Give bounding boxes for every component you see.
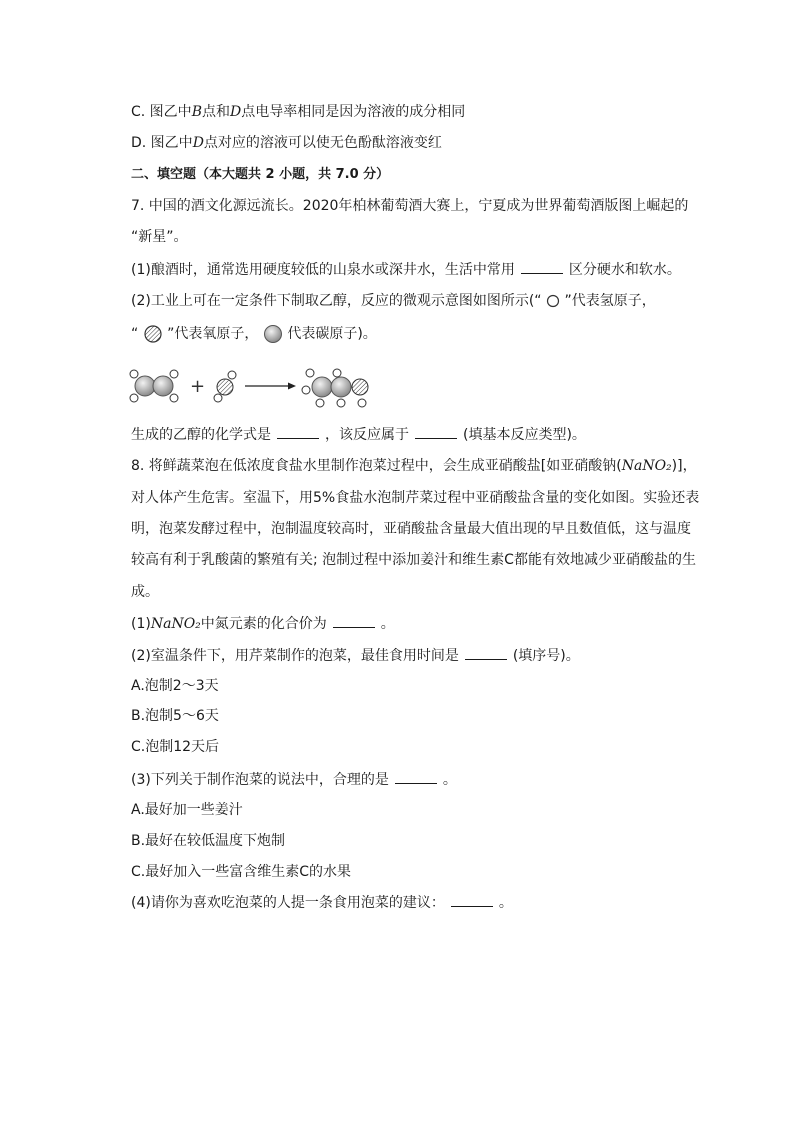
q8-part3-option-a: A.最好加一些姜汁 (131, 802, 243, 818)
section-heading: 二、填空题（本大题共 2 小题，共 7.0 分） (131, 167, 390, 182)
option-d-prefix: D. 图乙中 (131, 135, 193, 151)
q7-part3 (131, 424, 586, 445)
q7-part2-oxygen-text: ”代表氧原子， (167, 326, 259, 342)
q7-part2-line2 (131, 324, 377, 344)
q8-part1-num: (1) (131, 616, 151, 632)
q7-part3-suffix: (填基本反应类型)。 (463, 427, 586, 443)
quote-open: “ (131, 326, 139, 342)
q8-part3-option-c: C.最好加入一些富含维生素C的水果 (131, 864, 352, 880)
q8-part3-option-b: B.最好在较低温度下炮制 (131, 833, 286, 849)
q8-part4-text: (4)请你为喜欢吃泡菜的人提一条食用泡菜的建议： (131, 895, 445, 911)
option-d-suffix: 点对应的溶液可以使无色酚酞溶液变红 (203, 135, 442, 151)
option-c-mid: 点和 (201, 104, 230, 120)
q8-part2-option-a: A.泡制2～3天 (131, 678, 219, 694)
q8-part1 (131, 613, 395, 634)
answer-blank[interactable] (465, 645, 507, 660)
q8-stem-line3: 明，泡菜发酵过程中，泡制温度较高时，亚硝酸盐含量最大值出现的早且数值低，这与温度 (131, 521, 691, 537)
oxygen-atom-icon (143, 324, 163, 344)
q8-part3-end: 。 (442, 772, 457, 788)
answer-blank[interactable] (521, 259, 563, 274)
water-molecule (214, 371, 236, 402)
q7-part3-mid: ，该反应属于 (325, 427, 409, 443)
q7-part2-text: (2)工业上可在一定条件下制取乙醇，反应的微观示意图如图所示(“ (131, 293, 542, 309)
answer-blank[interactable] (277, 424, 319, 439)
answer-blank[interactable] (415, 424, 457, 439)
reaction-diagram (128, 366, 388, 414)
carbon-atom-icon (263, 324, 283, 344)
q7-stem-line2: “新星”。 (131, 229, 188, 245)
q8-stem-line1 (131, 456, 697, 476)
q8-part1-text: 中氮元素的化合价为 (200, 616, 327, 632)
answer-blank[interactable] (451, 892, 493, 907)
q8-part2-option-c: C.泡制12天后 (131, 739, 220, 755)
q8-part3 (131, 769, 457, 790)
q8-part2-suffix: (填序号)。 (512, 648, 580, 664)
q8-stem-suffix: )]， (671, 458, 697, 474)
q7-stem-line1: 7. 中国的酒文化源远流长。2020年柏林葡萄酒大赛上，宁夏成为世界葡萄酒版图上崛起的 (131, 198, 689, 214)
q7-part2-line1 (131, 291, 656, 311)
q7-part2-carbon-text: 代表碳原子)。 (287, 326, 377, 342)
option-d (131, 133, 442, 153)
point-d-label: D (229, 104, 242, 120)
q8-part2-text: (2)室温条件下，用芹菜制作的泡菜，最佳食用时间是 (131, 648, 459, 664)
q7-part2-text-b: ”代表氢原子， (564, 293, 656, 309)
q8-part2-option-b: B.泡制5～6天 (131, 708, 219, 724)
point-d-label: D (192, 135, 204, 151)
plus-sign: + (190, 376, 206, 397)
option-c-prefix: C. 图乙中 (131, 104, 192, 120)
q7-part1 (131, 259, 681, 280)
answer-blank[interactable] (395, 769, 437, 784)
q8-part4 (131, 892, 513, 913)
q8-stem-line5: 成。 (131, 584, 159, 600)
option-c-suffix: 点电导率相同是因为溶液的成分相同 (241, 104, 466, 120)
q7-part1-suffix: 区分硬水和软水。 (568, 262, 681, 278)
answer-blank[interactable] (333, 613, 375, 628)
reaction-arrow-icon (245, 383, 296, 390)
q8-part4-end: 。 (498, 895, 513, 911)
formula-nano2: NaNO₂ (150, 616, 201, 632)
q8-part2 (131, 645, 580, 666)
q8-part3-text: (3)下列关于制作泡菜的说法中，合理的是 (131, 772, 389, 788)
ethanol-molecule (302, 369, 368, 407)
q8-part1-end: 。 (380, 616, 395, 632)
option-c (131, 102, 465, 122)
formula-nano2: NaNO₂ (621, 458, 672, 474)
q8-stem-text: 8. 将鲜蔬菜泡在低浓度食盐水里制作泡菜过程中，会生成亚硝酸盐[如亚硝酸钠( (131, 458, 622, 474)
q7-part3-text: 生成的乙醇的化学式是 (131, 427, 271, 443)
ethylene-molecule (130, 370, 178, 402)
q8-stem-line2: 对人体产生危害。室温下，用5%食盐水泡制芹菜过程中亚硝酸盐含量的变化如图。实验还表 (131, 490, 700, 506)
q7-part1-text: (1)酿酒时，通常选用硬度较低的山泉水或深井水，生活中常用 (131, 262, 515, 278)
q8-stem-line4: 较高有利于乳酸菌的繁殖有关; 泡制过程中添加姜汁和维生素C都能有效地减少亚硝酸盐的生 (131, 552, 696, 568)
point-b-label: B (191, 104, 202, 120)
hydrogen-atom-icon (546, 294, 560, 308)
